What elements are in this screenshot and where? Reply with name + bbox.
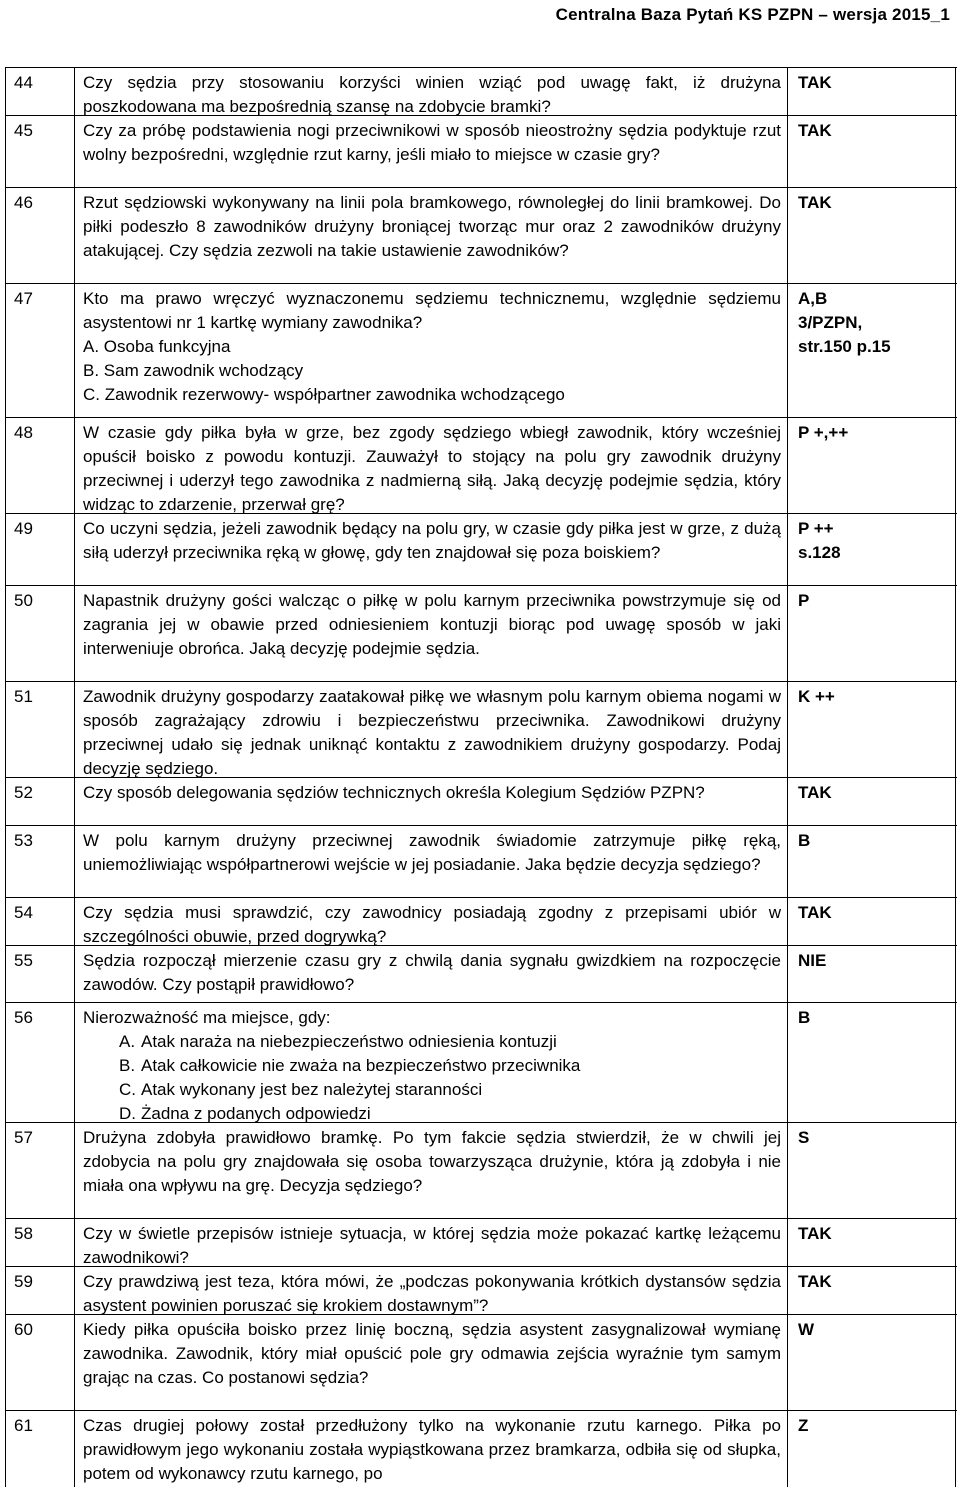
answer-cell xyxy=(788,682,956,777)
answer-option: A. Osoba funkcyjna xyxy=(83,337,231,356)
question-number: 58 xyxy=(6,1219,75,1266)
table-row xyxy=(6,1267,957,1315)
option-letter: B. xyxy=(119,1056,136,1075)
question-text: Czy w świetle przepisów istnieje sytuacja, w której sędzia może pokazać kartkę leżącemu zawodnikowi? xyxy=(75,1219,788,1266)
question-text: Czy sędzia przy stosowaniu korzyści winien wziąć pod uwagę fakt, iż drużyna poszkodowana ma bezpośrednią szansę na zdobycie bramki? xyxy=(75,68,788,115)
table-row xyxy=(6,682,957,778)
answer-cell xyxy=(788,898,956,945)
answer-cell xyxy=(788,586,956,681)
answer-line: TAK xyxy=(798,783,832,802)
answer-line: 3/PZPN, xyxy=(798,313,863,332)
question-text xyxy=(75,1003,788,1122)
question-number: 50 xyxy=(6,586,75,681)
table-row xyxy=(6,586,957,682)
answer-cell xyxy=(788,1219,956,1266)
answer-line: P ++ xyxy=(798,519,834,538)
question-text: Drużyna zdobyła prawidłowo bramkę. Po tym fakcie sędzia stwierdził, że w chwili jej zdobycia na polu gry znajdowała się osoba towarzysząca drużynie, która ją zdobyła i nie miała ona wpływu na grę. Decyzja sędziego? xyxy=(75,1123,788,1218)
table-row xyxy=(6,418,957,514)
question-text: Czy prawdziwą jest teza, która mówi, że „podczas pokonywania krótkich dystansów sędzia asystent powinien poruszać się krokiem dostawnym”? xyxy=(75,1267,788,1314)
answer-cell xyxy=(788,826,956,897)
question-number: 55 xyxy=(6,946,75,1002)
option-item xyxy=(83,1054,781,1078)
table-row xyxy=(6,1003,957,1123)
table-row xyxy=(6,284,957,418)
question-text: W polu karnym drużyny przeciwnej zawodnik świadomie zatrzymuje piłkę ręką, uniemożliwiając współpartnerowi wejście w jej posiadanie. Jaka będzie decyzja sędziego? xyxy=(75,826,788,897)
answer-line: Z xyxy=(798,1416,809,1435)
answer-line: TAK xyxy=(798,903,832,922)
question-text xyxy=(75,284,788,417)
table-row xyxy=(6,946,957,1003)
table-row xyxy=(6,1315,957,1411)
question-text: Rzut sędziowski wykonywany na linii pola bramkowego, równoległej do linii bramkowej. Do piłki podeszło 8 zawodników drużyny broniącej tworząc mur oraz 2 zawodników drużyny atakującej. Czy sędzia zezwoli na takie ustawienie zawodników? xyxy=(75,188,788,283)
question-number: 61 xyxy=(6,1411,75,1487)
option-item xyxy=(83,1078,781,1102)
option-text: Atak naraża na niebezpieczeństwo odniesienia kontuzji xyxy=(141,1032,557,1051)
table-row xyxy=(6,778,957,826)
answer-line: str.150 p.15 xyxy=(798,337,891,356)
option-letter: C. xyxy=(119,1080,136,1099)
question-number: 56 xyxy=(6,1003,75,1122)
table-row xyxy=(6,68,957,116)
table-row xyxy=(6,188,957,284)
answer-line: B xyxy=(798,1008,811,1027)
answer-line: S xyxy=(798,1128,810,1147)
question-body: Kto ma prawo wręczyć wyznaczonemu sędziemu technicznemu, względnie sędziemu asystentowi nr 1 kartkę wymiany zawodnika? xyxy=(83,289,781,332)
answer-line: A,B xyxy=(798,289,828,308)
answer-line: B xyxy=(798,831,811,850)
question-text: W czasie gdy piłka była w grze, bez zgody sędziego wbiegł zawodnik, który wcześniej opuścił boisko z powodu kontuzji. Zauważył to stojący na polu gry zawodnik drużyny przeciwnej i uderzył tego zawodnika z nadmierną siłą. Jaką decyzję podejmie sędzia, który widząc to zdarzenie, przerwał grę? xyxy=(75,418,788,513)
answer-cell xyxy=(788,68,956,115)
answer-line: TAK xyxy=(798,193,832,212)
question-number: 60 xyxy=(6,1315,75,1410)
answer-option: C. Zawodnik rezerwowy- współpartner zawodnika wchodzącego xyxy=(83,385,565,404)
answer-cell xyxy=(788,1411,956,1487)
question-number: 57 xyxy=(6,1123,75,1218)
question-number: 52 xyxy=(6,778,75,825)
question-number: 54 xyxy=(6,898,75,945)
table-row xyxy=(6,1219,957,1267)
question-text: Czas drugiej połowy został przedłużony tylko na wykonanie rzutu karnego. Piłka po prawidłowym jego wykonaniu została wypiąstkowana przez bramkarza, odbiła się od słupka, potem od wykonawcy rzutu karnego, po xyxy=(75,1411,788,1487)
option-text: Żadna z podanych odpowiedzi xyxy=(141,1104,371,1123)
question-number: 46 xyxy=(6,188,75,283)
answer-line: TAK xyxy=(798,1272,832,1291)
table-row xyxy=(6,898,957,946)
question-number: 49 xyxy=(6,514,75,585)
question-text: Zawodnik drużyny gospodarzy zaatakował piłkę we własnym polu karnym obiema nogami w sposób zagrażający zdrowiu i bezpieczeństwu przeciwnika. Zawodnikowi drużyny przeciwnej udało się jednak uniknąć kontaktu z zawodnikiem drużyny gospodarzy. Podaj decyzję sędziego. xyxy=(75,682,788,777)
question-number: 53 xyxy=(6,826,75,897)
question-number: 45 xyxy=(6,116,75,187)
option-text: Atak całkowicie nie zważa na bezpieczeństwo przeciwnika xyxy=(141,1056,581,1075)
question-body: Nierozważność ma miejsce, gdy: xyxy=(83,1008,331,1027)
answer-line: P +,++ xyxy=(798,423,849,442)
option-letter: D. xyxy=(119,1104,136,1123)
answer-cell xyxy=(788,778,956,825)
answer-cell xyxy=(788,116,956,187)
options-list xyxy=(83,1030,781,1126)
question-number: 48 xyxy=(6,418,75,513)
answer-line: TAK xyxy=(798,73,832,92)
answer-line: W xyxy=(798,1320,815,1339)
answer-line: TAK xyxy=(798,1224,832,1243)
table-row xyxy=(6,826,957,898)
page-header: Centralna Baza Pytań KS PZPN – wersja 2015_1 xyxy=(555,5,950,24)
answer-cell xyxy=(788,1123,956,1218)
table-row xyxy=(6,116,957,188)
question-text: Czy sposób delegowania sędziów technicznych określa Kolegium Sędziów PZPN? xyxy=(75,778,788,825)
option-letter: A. xyxy=(119,1032,136,1051)
answer-cell xyxy=(788,1315,956,1410)
question-text: Sędzia rozpoczął mierzenie czasu gry z chwilą dania sygnału gwizdkiem na rozpoczęcie zawodów. Czy postąpił prawidłowo? xyxy=(75,946,788,1002)
table-row xyxy=(6,1411,957,1487)
answer-cell xyxy=(788,1003,956,1122)
option-text: Atak wykonany jest bez należytej staranności xyxy=(141,1080,483,1099)
question-text: Napastnik drużyny gości walcząc o piłkę w polu karnym przeciwnika powstrzymuje się od zagrania jej w obawie przed odniesieniem kontuzji biorąc pod uwagę sposób w jaki interweniuje obrońca. Jaką decyzję podejmie sędzia. xyxy=(75,586,788,681)
question-text: Czy za próbę podstawienia nogi przeciwnikowi w sposób nieostrożny sędzia podyktuje rzut wolny bezpośredni, względnie rzut karny, jeśli miało to miejsce w czasie gry? xyxy=(75,116,788,187)
answer-cell xyxy=(788,946,956,1002)
answer-cell xyxy=(788,284,956,417)
question-text: Co uczyni sędzia, jeżeli zawodnik będący na polu gry, w czasie gdy piłka jest w grze, z dużą siłą uderzył przeciwnika ręką w głowę, gdy ten znajdował się poza boiskiem? xyxy=(75,514,788,585)
question-number: 47 xyxy=(6,284,75,417)
answer-line: s.128 xyxy=(798,543,841,562)
questions-table xyxy=(5,67,957,1487)
option-item xyxy=(83,1030,781,1054)
question-number: 59 xyxy=(6,1267,75,1314)
answer-option: B. Sam zawodnik wchodzący xyxy=(83,361,304,380)
table-row xyxy=(6,1123,957,1219)
question-text: Czy sędzia musi sprawdzić, czy zawodnicy posiadają zgodny z przepisami ubiór w szczególności obuwie, przed dogrywką? xyxy=(75,898,788,945)
answer-cell xyxy=(788,1267,956,1314)
answer-line: P xyxy=(798,591,810,610)
answer-cell xyxy=(788,188,956,283)
question-number: 44 xyxy=(6,68,75,115)
table-row xyxy=(6,514,957,586)
answer-line: TAK xyxy=(798,121,832,140)
answer-line: K ++ xyxy=(798,687,835,706)
answer-line: NIE xyxy=(798,951,827,970)
answer-cell xyxy=(788,514,956,585)
question-text: Kiedy piłka opuściła boisko przez linię boczną, sędzia asystent zasygnalizował wymianę zawodnika. Zawodnik, który miał opuścić pole gry odmawia zejścia wyraźnie tym samym grając na czas. Co postanowi sędzia? xyxy=(75,1315,788,1410)
answer-cell xyxy=(788,418,956,513)
question-number: 51 xyxy=(6,682,75,777)
